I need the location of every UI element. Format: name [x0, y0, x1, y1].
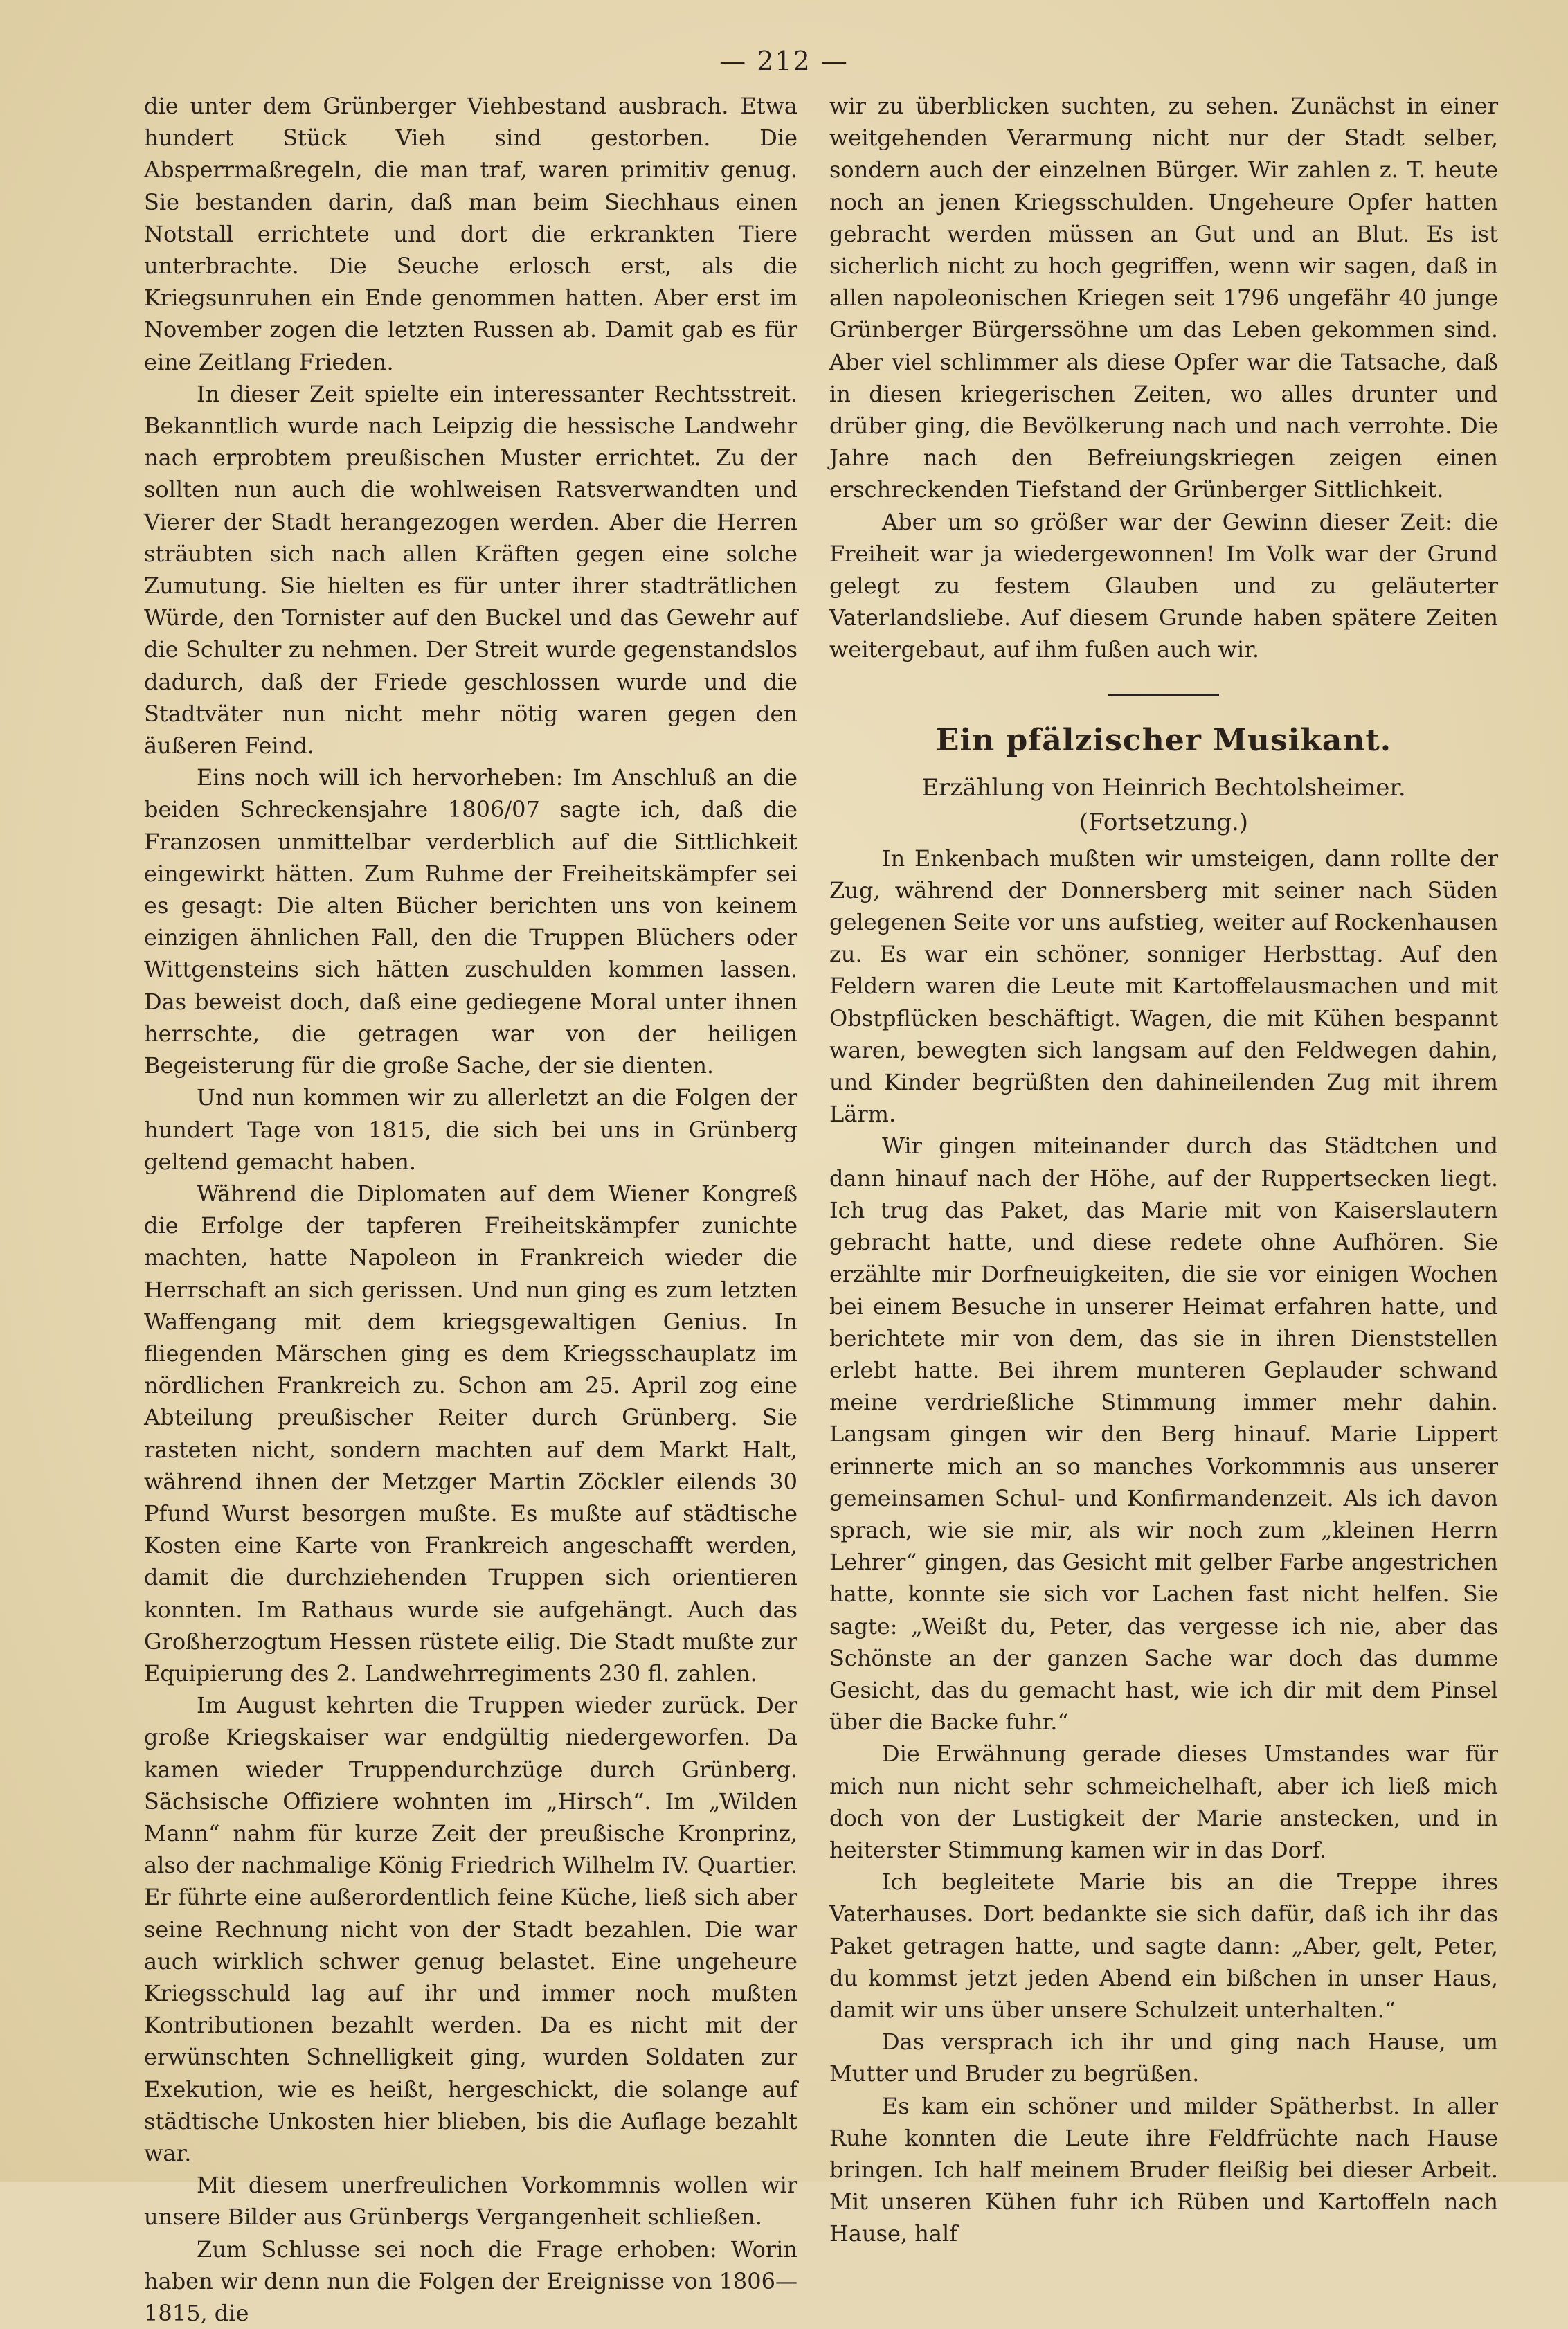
paragraph: die unter dem Grünberger Viehbestand ausbrach. Etwa hundert Stück Vieh sind gestorben. Die Absperrmaßregeln, die man traf, waren primitiv genug. Sie bestanden darin, daß man beim Siechhaus einen Notstall errichtete und dort die erkrankten Tiere unterbrachte. Die Seuche erlosch erst, als die Kriegsunruhen ein Ende genommen hatten. Aber erst im November zogen die letzten Russen ab. Damit gab es für eine Zeitlang Frieden.: [144, 93, 797, 375]
paragraph: Während die Diplomaten auf dem Wiener Kongreß die Erfolge der tapferen Freiheitskämpfer zunichte machten, hatte Napoleon in Frankreich wieder die Herrschaft an sich gerissen. Und nun ging es zum letzten Waffengang mit dem kriegsgewaltigen Genius. In fliegenden Märschen ging es dem Kriegsschauplatz im nördlichen Frankreich zu. Schon am 25. April zog eine Abteilung preußischer Reiter durch Grünberg. Sie rasteten nicht, sondern machten auf dem Markt Halt, während ihnen der Metzger Martin Zöckler eilends 30 Pfund Wurst besorgen mußte. Es mußte auf städtische Kosten eine Karte von Frankreich angeschafft werden, damit die durchziehenden Truppen sich orientieren konnten. Im Rathaus wurde sie aufgehängt. Auch das Großherzogtum Hessen rüstete eilig. Die Stadt mußte zur Equipierung des 2. Landwehrregiments 230 fl. zahlen.: [144, 1180, 797, 1687]
paragraph: Eins noch will ich hervorheben: Im Anschluß an die beiden Schreckensjahre 1806/07 sagte ich, daß die Franzosen unmittelbar verderblich auf die Sittlichkeit eingewirkt hätten. Zum Ruhme der Freiheitskämpfer sei es gesagt: Die alten Bücher berichten uns von keinem einzigen ähnlichen Fall, den die Truppen Blüchers oder Wittgensteins sich hätten zuschulden kommen lassen. Das beweist doch, daß eine gediegene Moral unter ihnen herrschte, die getragen war von der heiligen Begeisterung für die große Sache, der sie dienten.: [144, 764, 797, 1079]
paragraph: Es kam ein schöner und milder Spätherbst. In aller Ruhe konnten die Leute ihre Feldfrüchte nach Hause bringen. Ich half meinem Bruder fleißig bei dieser Arbeit. Mit unseren Kühen fuhr ich Rüben und Kartoffeln nach Hause, half: [829, 2092, 1498, 2247]
story-subtitle: Erzählung von Heinrich Bechtolsheimer.: [921, 773, 1406, 802]
story-title: Ein pfälzischer Musikant.: [935, 722, 1392, 758]
paragraph: Mit diesem unerfreulichen Vorkommnis wollen wir unsere Bilder aus Grünbergs Vergangenheit schließen.: [144, 2172, 797, 2231]
paragraph: Zum Schlusse sei noch die Frage erhoben: Worin haben wir denn nun die Folgen der Ereignisse von 1806—1815, die: [144, 2236, 797, 2327]
story-continuation-note: (Fortsetzung.): [1079, 808, 1249, 836]
right-column: [829, 90, 1498, 2250]
paragraph: Und nun kommen wir zu allerletzt an die Folgen der hundert Tage von 1815, die sich bei uns in Grünberg geltend gemacht haben.: [144, 1084, 797, 1175]
paragraph: Wir gingen miteinander durch das Städtchen und dann hinauf nach der Höhe, auf der Ruppertsecken liegt. Ich trug das Paket, das Marie mit von Kaiserslautern gebracht hatte, und diese redete ohne Aufhören. Sie erzählte mir Dorfneuigkeiten, die sie vor einigen Wochen bei einem Besuche in unserer Heimat erfahren hatte, und berichtete mir von dem, das sie in ihren Dienststellen erlebt hatte. Bei ihrem munteren Geplauder schwand meine verdrießliche Stimmung immer mehr dahin. Langsam gingen wir den Berg hinauf. Marie Lippert erinnerte mich an so manches Vorkommnis aus unserer gemeinsamen Schul- und Konfirmandenzeit. Als ich davon sprach, wie sie mir, als wir noch zum „kleinen Herrn Lehrer“ gingen, das Gesicht mit gelber Farbe angestrichen hatte, konnte sie sich vor Lachen fast nicht helfen. Sie sagte: „Weißt du, Peter, das vergesse ich nie, aber das Schönste an der ganzen Sache war doch das dumme Gesicht, das du gemacht hast, wie ich dir mit dem Pinsel über die Backe fuhr.“: [829, 1133, 1498, 1736]
paragraph: Im August kehrten die Truppen wieder zurück. Der große Kriegskaiser war endgültig niedergeworfen. Da kamen wieder Truppendurchzüge durch Grünberg. Sächsische Offiziere wohnten im „Hirsch“. Im „Wilden Mann“ nahm für kurze Zeit der preußische Kronprinz, also der nachmalige König Friedrich Wilhelm IV. Quartier. Er führte eine außerordentlich feine Küche, ließ sich aber seine Rechnung nicht von der Stadt bezahlen. Die war auch wirklich schwer genug belastet. Eine ungeheure Kriegsschuld lag auf ihr und immer noch mußten Kontributionen bezahlt werden. Da es nicht mit der erwünschten Schnelligkeit ging, wurden Soldaten zur Exekution, wie es heißt, hergeschickt, die solange auf städtische Unkosten hier blieben, bis die Auflage bezahlt war.: [144, 1692, 797, 2166]
paragraph: In dieser Zeit spielte ein interessanter Rechtsstreit. Bekanntlich wurde nach Leipzig die hessische Landwehr nach erprobtem preußischen Muster errichtet. Zu der sollten nun auch die wohlweisen Ratsverwandten und Vierer der Stadt herangezogen werden. Aber die Herren sträubten sich nach allen Kräften gegen eine solche Zumutung. Sie hielten es für unter ihrer stadträtlichen Würde, den Tornister auf den Buckel und das Gewehr auf die Schulter zu nehmen. Der Streit wurde gegenstandslos dadurch, daß der Friede geschlossen wurde und die Stadtväter nun nicht mehr nötig waren gegen den äußeren Feind.: [144, 380, 797, 759]
left-column: [144, 90, 797, 2329]
paragraph: wir zu überblicken suchten, zu sehen. Zunächst in einer weitgehenden Verarmung nicht nur der Stadt selber, sondern auch der einzelnen Bürger. Wir zahlen z. T. heute noch an jenen Kriegsschulden. Ungeheure Opfer hatten gebracht werden müssen an Gut und an Blut. Es ist sicherlich nicht zu hoch gegriffen, wenn wir sagen, daß in allen napoleonischen Kriegen seit 1796 ungefähr 40 junge Grünberger Bürgerssöhne um das Leben gekommen sind. Aber viel schlimmer als diese Opfer war die Tatsache, daß in diesen kriegerischen Zeiten, wo alles drunter und drüber ging, die Bevölkerung nach und nach verrohte. Die Jahre nach den Befreiungskriegen zeigen einen erschreckenden Tiefstand der Grünberger Sittlichkeit.: [829, 93, 1498, 503]
paragraph: Das versprach ich ihr und ging nach Hause, um Mutter und Bruder zu begrüßen.: [829, 2029, 1498, 2087]
paragraph: In Enkenbach mußten wir umsteigen, dann rollte der Zug, während der Donnersberg mit seiner nach Süden gelegenen Seite vor uns aufstieg, weiter auf Rockenhausen zu. Es war ein schöner, sonniger Herbsttag. Auf den Feldern waren die Leute mit Kartoffelausmachen und mit Obstpflücken beschäftigt. Wagen, die mit Kühen bespannt waren, bewegten sich langsam auf den Feldwegen dahin, und Kinder begrüßten den dahineilenden Zug mit ihrem Lärm.: [829, 845, 1498, 1128]
paragraph: Die Erwähnung gerade dieses Umstandes war für mich nun nicht sehr schmeichelhaft, aber ich ließ mich doch von der Lustigkeit der Marie anstecken, und in heiterster Stimmung kamen wir in das Dorf.: [829, 1741, 1498, 1863]
paragraph: Aber um so größer war der Gewinn dieser Zeit: die Freiheit war ja wiedergewonnen! Im Volk war der Grund gelegt zu festem Glauben und zu geläuterter Vaterlandsliebe. Auf diesem Grunde haben spätere Zeiten weitergebaut, auf ihm fußen auch wir.: [829, 508, 1498, 663]
page-number: — 212 —: [719, 46, 849, 76]
section-divider: [1108, 694, 1219, 696]
paragraph: Ich begleitete Marie bis an die Treppe ihres Vaterhauses. Dort bedankte sie sich dafür, daß ich ihr das Paket getragen hatte, und sagte dann: „Aber, gelt, Peter, du kommst jetzt jeden Abend ein bißchen in unser Haus, damit wir uns über unsere Schulzeit unterhalten.“: [829, 1869, 1498, 2023]
